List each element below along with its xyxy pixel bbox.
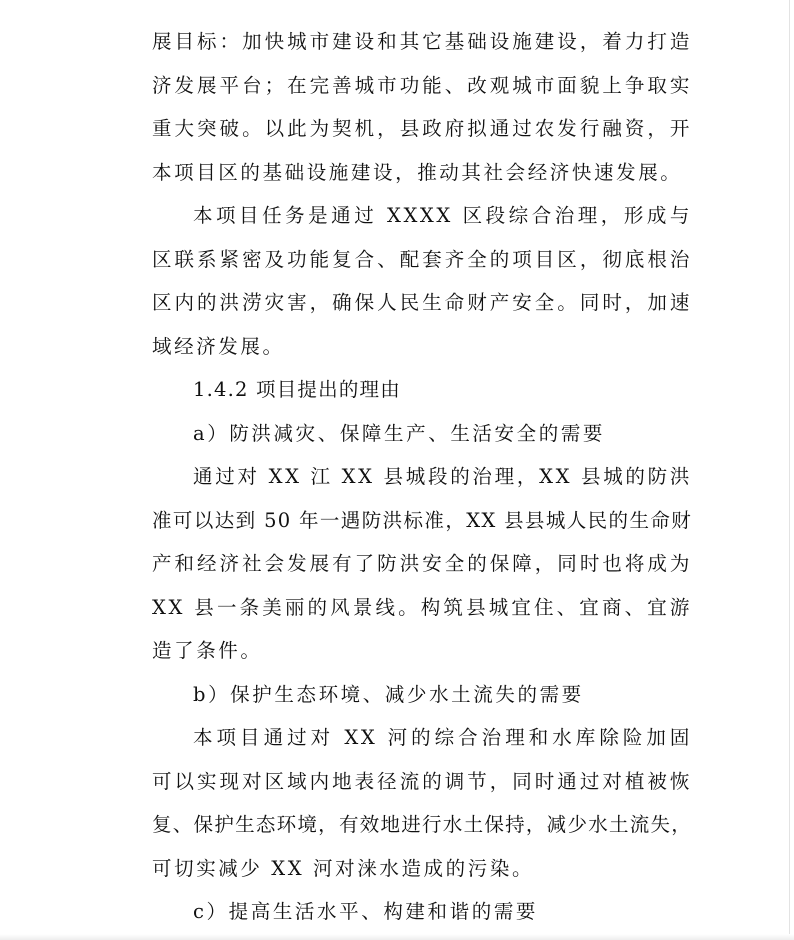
page-edge-divider bbox=[789, 0, 790, 940]
text-line: 济发展平台；在完善城市功能、改观城市面貌上争取实 bbox=[152, 73, 692, 97]
text-line: XX 县一条美丽的风景线。构筑县城宜住、宜商、宜游 bbox=[152, 595, 692, 619]
text-line: 本项目任务是通过 XXXX 区段综合治理，形成与 bbox=[193, 204, 692, 227]
text-line: 造了条件。 bbox=[152, 639, 263, 662]
text-line: 可以实现对区域内地表径流的调节，同时通过对植被恢 bbox=[152, 769, 692, 793]
text-line: 展目标：加快城市建设和其它基础设施建设，着力打造 bbox=[152, 30, 692, 53]
text-line: 区内的洪涝灾害，确保人民生命财产安全。同时，加速 bbox=[152, 291, 692, 314]
text-line: 本项目通过对 XX 河的综合治理和水库除险加固 bbox=[193, 726, 692, 749]
subheading: c）提高生活水平、构建和谐的需要 bbox=[193, 900, 539, 923]
text-line: 产和经济社会发展有了防洪安全的保障，同时也将成为 bbox=[152, 552, 692, 575]
subheading: b）保护生态环境、减少水土流失的需要 bbox=[193, 682, 584, 706]
text-line: 可切实减少 XX 河对涞水造成的污染。 bbox=[152, 856, 535, 880]
text-line: 重大突破。以此为契机，县政府拟通过农发行融资，开 bbox=[152, 117, 692, 140]
body-text bbox=[152, 20, 692, 934]
section-heading: 1.4.2 项目提出的理由 bbox=[193, 378, 401, 401]
subheading: a）防洪减灾、保障生产、生活安全的需要 bbox=[193, 421, 606, 445]
text-line: 准可以达到 50 年一遇防洪标准，XX 县县城人民的生命财 bbox=[152, 508, 692, 532]
text-line: 本项目区的基础设施建设，推动其社会经济快速发展。 bbox=[152, 160, 683, 184]
text-line: 通过对 XX 江 XX 县城段的治理，XX 县城的防洪 bbox=[193, 465, 692, 488]
text-line: 区联系紧密及功能复合、配套齐全的项目区，彻底根治 bbox=[152, 247, 692, 271]
page-bottom-edge bbox=[0, 934, 794, 940]
text-line: 复、保护生态环境，有效地进行水土保持，减少水土流失， bbox=[152, 813, 692, 836]
text-line: 域经济发展。 bbox=[152, 334, 285, 358]
